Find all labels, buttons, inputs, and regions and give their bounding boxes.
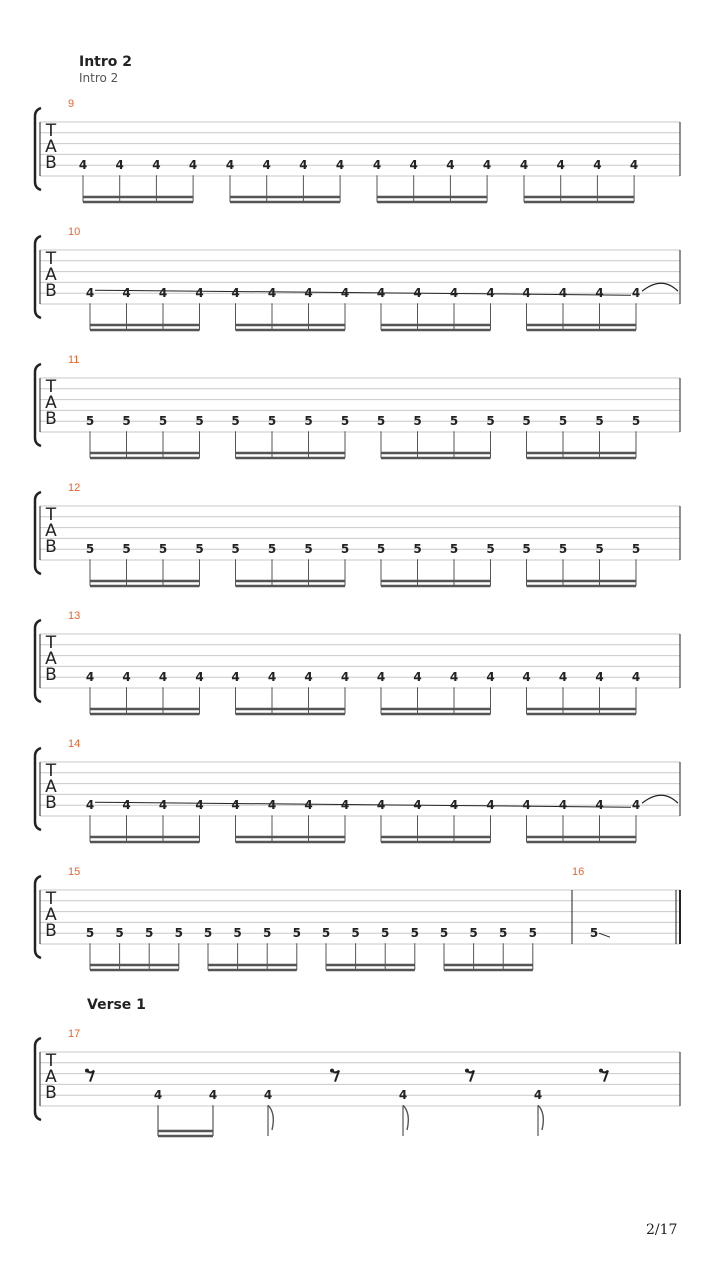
fret-number: 4 [335, 158, 345, 173]
fret-number: 4 [376, 286, 386, 301]
rest-dot [330, 1069, 334, 1073]
tab-system-9 [35, 98, 680, 202]
fret-number: 5 [174, 926, 183, 941]
tab-letter-b: B [45, 1083, 57, 1103]
fret-number: 4 [267, 798, 277, 813]
fret-number: 4 [267, 670, 277, 685]
tab-system-10 [35, 226, 680, 330]
fret-number: 5 [522, 542, 531, 557]
tab-system-17 [35, 1028, 680, 1136]
fret-number: 4 [231, 286, 240, 301]
fret-number: 4 [225, 158, 235, 173]
tab-system-15 [35, 866, 680, 970]
measure-number: 17 [68, 1028, 81, 1040]
fret-number: 5 [439, 926, 449, 941]
fret-number: 4 [631, 798, 641, 813]
tab-system-12 [35, 482, 680, 586]
fret-number: 4 [522, 670, 531, 685]
fret-number: 4 [486, 670, 495, 685]
fret-number: 4 [522, 286, 531, 301]
fret-number: 5 [631, 542, 641, 557]
measure-number: 11 [68, 354, 80, 366]
fret-number: 5 [469, 926, 478, 941]
fret-number: 4 [158, 670, 168, 685]
tab-letter-t: T [45, 505, 57, 525]
rest-dot [599, 1069, 603, 1073]
fret-number: 4 [556, 158, 565, 173]
fret-number: 5 [122, 542, 131, 557]
fret-number: 5 [499, 926, 508, 941]
tab-letter-a: A [45, 1067, 57, 1087]
fret-number: 5 [195, 414, 204, 429]
tab-letter-b: B [45, 665, 57, 685]
fret-number: 5 [558, 414, 568, 429]
fret-number: 5 [231, 542, 240, 557]
fret-number: 4 [262, 158, 271, 173]
fret-number: 4 [340, 286, 350, 301]
fret-number: 4 [631, 670, 641, 685]
fret-number: 5 [589, 926, 599, 941]
fret-number: 4 [376, 670, 386, 685]
fret-number: 5 [233, 926, 242, 941]
fret-number: 5 [558, 542, 568, 557]
fret-number: 5 [486, 414, 495, 429]
fret-number: 4 [558, 670, 568, 685]
measure-number: 14 [68, 738, 81, 750]
page-number: 2/17 [646, 1222, 678, 1238]
fret-number: 5 [304, 414, 313, 429]
fret-number: 4 [449, 286, 459, 301]
fret-number: 5 [203, 926, 213, 941]
fret-number: 5 [85, 926, 95, 941]
fret-number: 4 [522, 798, 531, 813]
fret-number: 4 [558, 286, 568, 301]
fret-number: 5 [413, 414, 422, 429]
tab-letter-b: B [45, 921, 57, 941]
tab-letter-t: T [45, 1051, 57, 1071]
tab-letter-b: B [45, 281, 57, 301]
tab-letter-a: A [45, 265, 57, 285]
fret-number: 4 [376, 798, 386, 813]
fret-number: 4 [413, 670, 422, 685]
note-flag [403, 1105, 408, 1130]
fret-number: 4 [152, 158, 161, 173]
fret-number: 5 [263, 926, 272, 941]
measure-number: 10 [68, 226, 81, 238]
fret-number: 5 [321, 926, 331, 941]
fret-number: 4 [153, 1088, 163, 1103]
fret-number: 4 [122, 670, 131, 685]
fret-number: 4 [340, 798, 350, 813]
fret-number: 5 [410, 926, 419, 941]
fret-number: 4 [482, 158, 492, 173]
fret-number: 5 [376, 414, 386, 429]
fret-number: 5 [340, 414, 350, 429]
fret-number: 5 [85, 542, 95, 557]
measure-number: 9 [68, 98, 75, 110]
fret-number: 4 [629, 158, 639, 173]
rest-dot [465, 1069, 469, 1073]
fret-number: 4 [85, 798, 95, 813]
fret-number: 5 [195, 542, 204, 557]
fret-number: 5 [381, 926, 390, 941]
fret-number: 4 [595, 286, 604, 301]
fret-number: 5 [528, 926, 537, 941]
measure-number: 15 [68, 866, 81, 878]
fret-number: 4 [267, 286, 277, 301]
fret-number: 4 [195, 798, 204, 813]
fret-number: 4 [304, 798, 313, 813]
fret-number: 4 [486, 286, 495, 301]
fret-number: 4 [340, 670, 350, 685]
note-flag [268, 1105, 273, 1130]
fret-number: 4 [299, 158, 308, 173]
fret-number: 4 [398, 1088, 408, 1103]
fret-number: 5 [522, 414, 531, 429]
tab-letter-b: B [45, 153, 57, 173]
fret-number: 4 [85, 286, 95, 301]
fret-number: 5 [85, 414, 95, 429]
fret-number: 4 [486, 798, 495, 813]
fret-number: 4 [413, 798, 422, 813]
fret-number: 5 [595, 542, 604, 557]
fret-number: 5 [122, 414, 131, 429]
fret-number: 4 [449, 798, 459, 813]
tab-letter-a: A [45, 521, 57, 541]
fret-number: 4 [533, 1088, 543, 1103]
fret-number: 4 [409, 158, 418, 173]
tab-letter-a: A [45, 905, 57, 925]
tab-system-11 [35, 354, 680, 458]
rest-dot [85, 1069, 89, 1073]
fret-number: 4 [595, 670, 604, 685]
section-title-verse-1: Verse 1 [87, 997, 146, 1013]
fret-number: 4 [595, 798, 604, 813]
fret-number: 5 [231, 414, 240, 429]
tab-letter-a: A [45, 393, 57, 413]
fret-number: 4 [304, 670, 313, 685]
fret-number: 5 [115, 926, 124, 941]
fret-number: 4 [231, 670, 240, 685]
fret-number: 5 [631, 414, 641, 429]
fret-number: 5 [595, 414, 604, 429]
section-subtitle: Intro 2 [79, 71, 119, 85]
tab-letter-t: T [45, 761, 57, 781]
fret-number: 4 [122, 286, 131, 301]
tab-letter-b: B [45, 409, 57, 429]
fret-number: 4 [195, 286, 204, 301]
fret-number: 5 [292, 926, 301, 941]
fret-number: 4 [158, 798, 168, 813]
fret-number: 4 [372, 158, 382, 173]
tab-letter-t: T [45, 377, 57, 397]
section-title-intro-2: Intro 2 [79, 54, 133, 70]
fret-number: 4 [115, 158, 124, 173]
tab-letter-t: T [45, 889, 57, 909]
fret-number: 4 [122, 798, 131, 813]
fret-number: 5 [304, 542, 313, 557]
fret-number: 4 [85, 670, 95, 685]
tab-letter-t: T [45, 249, 57, 269]
fret-number: 5 [376, 542, 386, 557]
fret-number: 5 [145, 926, 154, 941]
tab-system-14 [35, 738, 680, 842]
fret-number: 4 [78, 158, 88, 173]
fret-number: 5 [486, 542, 495, 557]
fret-number: 4 [631, 286, 641, 301]
tab-letter-t: T [45, 633, 57, 653]
fret-number: 5 [158, 414, 168, 429]
fret-number: 4 [558, 798, 568, 813]
fret-number: 4 [449, 670, 459, 685]
tab-letter-a: A [45, 649, 57, 669]
tie-arc [642, 283, 678, 291]
fret-number: 4 [208, 1088, 218, 1103]
tie-arc [642, 795, 678, 803]
fret-number: 5 [413, 542, 422, 557]
fret-number: 5 [267, 542, 277, 557]
fret-number: 5 [158, 542, 168, 557]
measure-number: 16 [572, 866, 585, 878]
tab-letter-t: T [45, 121, 57, 141]
fret-number: 5 [267, 414, 277, 429]
tab-letter-b: B [45, 537, 57, 557]
fret-number: 4 [263, 1088, 273, 1103]
slide-out-line [599, 933, 610, 937]
measure-number: 12 [68, 482, 81, 494]
fret-number: 4 [195, 670, 204, 685]
fret-number: 4 [446, 158, 455, 173]
fret-number: 4 [231, 798, 240, 813]
fret-number: 5 [449, 542, 459, 557]
fret-number: 5 [449, 414, 459, 429]
fret-number: 4 [413, 286, 422, 301]
note-flag [538, 1105, 543, 1130]
fret-number: 4 [593, 158, 602, 173]
fret-number: 4 [188, 158, 198, 173]
fret-number: 5 [340, 542, 350, 557]
fret-number: 4 [158, 286, 168, 301]
fret-number: 5 [351, 926, 360, 941]
fret-number: 4 [519, 158, 529, 173]
tab-system-13 [35, 610, 680, 714]
tab-letter-a: A [45, 137, 57, 157]
tab-letter-b: B [45, 793, 57, 813]
fret-number: 4 [304, 286, 313, 301]
tab-letter-a: A [45, 777, 57, 797]
measure-number: 13 [68, 610, 81, 622]
